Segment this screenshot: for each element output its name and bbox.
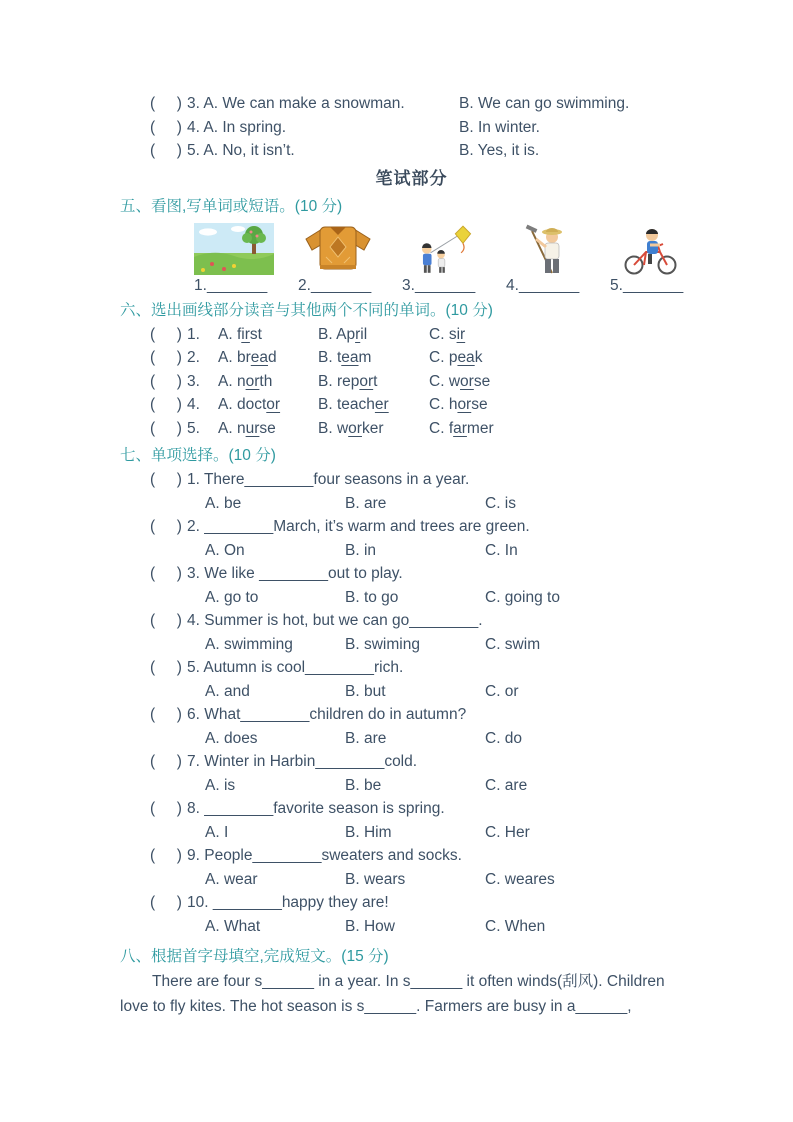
answer-option: B. Him: [345, 823, 392, 841]
section-eight-title: 八、根据首字母填空,完成短文。(15 分): [120, 948, 389, 965]
answer-parentheses: ( ): [150, 142, 182, 159]
mc-answers: [205, 727, 703, 751]
written-part-title: 笔试部分: [375, 168, 448, 188]
question-text: 10. ________happy they are!: [187, 894, 389, 911]
answer-option: B. but: [345, 682, 386, 700]
answer-option: B. in: [345, 541, 377, 559]
answer-option: A. I: [205, 823, 229, 841]
question-number: 4.: [187, 396, 200, 413]
answer-parentheses: ( ): [150, 349, 182, 366]
phonics-option: A. bread: [218, 349, 277, 366]
answer-option: C. are: [485, 776, 528, 794]
option-a: 3. A. We can make a snowman.: [187, 95, 405, 112]
answer-parentheses: ( ): [150, 659, 182, 676]
answer-option: A. and: [205, 682, 250, 700]
question-number: 5.: [187, 419, 200, 437]
listening-answer-row: [150, 116, 703, 140]
phonics-option: C. horse: [429, 396, 488, 413]
question-text: 8. ________favorite season is spring.: [187, 800, 445, 817]
mc-question: [150, 515, 703, 539]
phonics-row: [150, 370, 703, 394]
question-number: 2.: [187, 349, 200, 366]
option-b: B. In winter.: [459, 118, 540, 136]
answer-option: C. When: [485, 917, 546, 935]
answer-option: A. swimming: [205, 635, 293, 653]
phonics-option: C. worse: [429, 372, 491, 390]
answer-option: B. to go: [345, 588, 399, 606]
section-six: [120, 299, 703, 441]
kite-flying-picture: [402, 223, 482, 275]
answer-option: B. swiming: [345, 635, 420, 653]
picture-item: [194, 223, 274, 296]
picture-item: [402, 223, 482, 296]
answer-option: C. In: [485, 541, 518, 559]
picture-item: [610, 223, 690, 296]
phonics-row: [150, 323, 703, 347]
answer-option: C. do: [485, 729, 523, 747]
answer-parentheses: ( ): [150, 894, 182, 911]
phonics-option: B. team: [318, 349, 372, 366]
answer-option: C. is: [485, 494, 516, 512]
farmer-picture: [506, 223, 586, 275]
section-eight: [120, 945, 703, 1019]
answer-parentheses: ( ): [150, 372, 182, 390]
question-number: 1.: [187, 325, 200, 343]
spring-scene-picture: [194, 223, 274, 275]
answer-option: A. What: [205, 917, 261, 935]
phonics-option: C. peak: [429, 349, 483, 366]
phonics-option: B. report: [318, 372, 378, 390]
phonics-option: A. first: [218, 325, 262, 343]
answer-parentheses: ( ): [150, 612, 182, 629]
question-text: 9. People________sweaters and socks.: [187, 847, 462, 864]
answer-option: B. wears: [345, 870, 406, 888]
answer-parentheses: ( ): [150, 471, 182, 488]
mc-answers: [205, 586, 703, 610]
mc-answers: [205, 774, 703, 798]
answer-blank: 3._______: [402, 276, 476, 294]
mc-question: [150, 562, 703, 586]
bike-riding-picture: [610, 223, 690, 275]
phonics-option: A. north: [218, 372, 273, 390]
answer-blank: 2._______: [298, 276, 372, 294]
picture-row: [194, 223, 703, 296]
answer-option: A. does: [205, 729, 258, 747]
question-text: 4. Summer is hot, but we can go________.: [187, 612, 483, 629]
phonics-row: [150, 393, 703, 417]
answer-blank: 1._______: [194, 276, 268, 294]
option-a: 4. A. In spring.: [187, 118, 287, 136]
section-seven: [120, 444, 703, 938]
sweater-picture: [298, 223, 378, 275]
phonics-option: A. doctor: [218, 396, 281, 413]
listening-answers-section: [120, 92, 703, 163]
answer-option: C. weares: [485, 870, 555, 888]
answer-blank: 4._______: [506, 276, 580, 294]
mc-answers: [205, 633, 703, 657]
question-number: 3.: [187, 372, 200, 390]
answer-option: B. How: [345, 917, 395, 935]
answer-parentheses: ( ): [150, 800, 182, 817]
answer-parentheses: ( ): [150, 325, 182, 343]
answer-parentheses: ( ): [150, 753, 182, 770]
mc-question: [150, 750, 703, 774]
section-seven-title: 七、单项选择。(10 分): [120, 447, 276, 464]
mc-question: [150, 656, 703, 680]
question-text: 3. We like ________out to play.: [187, 565, 403, 582]
question-text: 7. Winter in Harbin________cold.: [187, 753, 418, 770]
mc-question: [150, 844, 703, 868]
mc-question: [150, 797, 703, 821]
phonics-option: C. farmer: [429, 419, 494, 437]
answer-option: A. be: [205, 494, 242, 512]
phonics-option: A. nurse: [218, 419, 276, 437]
listening-answer-row: [150, 92, 703, 116]
answer-parentheses: ( ): [150, 565, 182, 582]
question-text: 5. Autumn is cool________rich.: [187, 659, 404, 676]
answer-parentheses: ( ): [150, 95, 182, 112]
section-five-title: 五、看图,写单词或短语。(10 分): [120, 197, 343, 215]
phonics-row: [150, 346, 703, 370]
phonics-option: B. April: [318, 325, 368, 343]
answer-option: C. or: [485, 682, 519, 700]
mc-question: [150, 891, 703, 915]
answer-parentheses: ( ): [150, 396, 182, 413]
phonics-option: B. worker: [318, 419, 384, 437]
answer-option: B. are: [345, 494, 387, 512]
answer-blank: 5._______: [610, 276, 684, 294]
mc-answers: [205, 915, 703, 939]
phonics-option: B. teacher: [318, 396, 389, 413]
picture-item: [506, 223, 586, 296]
option-a: 5. A. No, it isn’t.: [187, 142, 295, 159]
mc-question: [150, 703, 703, 727]
passage-line: There are four s______ in a year. In s______ it often winds(刮风). Children: [152, 973, 665, 990]
answer-option: C. swim: [485, 635, 541, 653]
mc-answers: [205, 821, 703, 845]
passage-line: love to fly kites. The hot season is s______. Farmers are busy in a______,: [120, 997, 632, 1015]
mc-answers: [205, 492, 703, 516]
phonics-row: [150, 417, 703, 441]
listening-answer-row: [150, 139, 703, 163]
answer-parentheses: ( ): [150, 518, 182, 535]
mc-question: [150, 468, 703, 492]
answer-option: A. go to: [205, 588, 259, 606]
answer-parentheses: ( ): [150, 419, 182, 437]
answer-option: C. going to: [485, 588, 560, 606]
section-five: [120, 195, 703, 296]
answer-option: B. are: [345, 729, 387, 747]
answer-option: B. be: [345, 776, 382, 794]
phonics-option: C. sir: [429, 325, 466, 343]
answer-parentheses: ( ): [150, 118, 182, 136]
question-text: 6. What________children do in autumn?: [187, 706, 467, 723]
question-text: 2. ________March, it’s warm and trees are green.: [187, 518, 530, 535]
mc-answers: [205, 868, 703, 892]
answer-option: A. is: [205, 776, 236, 794]
cloze-passage: [120, 970, 703, 1019]
answer-option: C. Her: [485, 823, 530, 841]
picture-item: [298, 223, 378, 296]
mc-question: [150, 609, 703, 633]
mc-answers: [205, 539, 703, 563]
answer-parentheses: ( ): [150, 847, 182, 864]
section-six-title: 六、选出画线部分读音与其他两个不同的单词。(10 分): [120, 301, 493, 319]
question-text: 1. There________four seasons in a year.: [187, 471, 470, 488]
option-b: B. Yes, it is.: [459, 142, 540, 159]
answer-parentheses: ( ): [150, 706, 182, 723]
answer-option: A. On: [205, 541, 245, 559]
answer-option: A. wear: [205, 870, 258, 888]
mc-answers: [205, 680, 703, 704]
option-b: B. We can go swimming.: [459, 95, 630, 112]
